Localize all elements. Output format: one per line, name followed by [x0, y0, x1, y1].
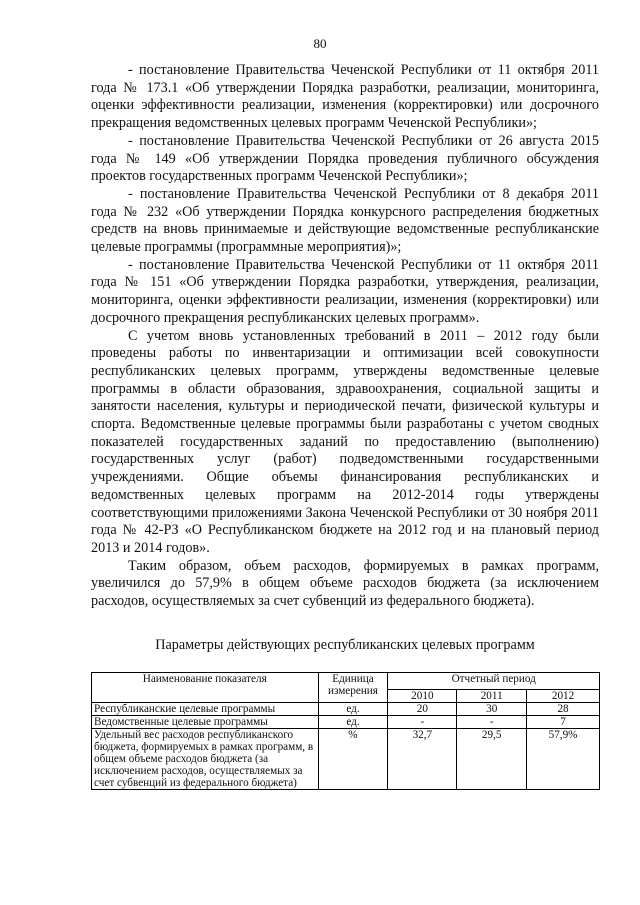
table-row — [92, 716, 600, 729]
header-unit: Единица измерения — [318, 673, 388, 703]
row-value: 29,5 — [457, 729, 527, 790]
row-value: 7 — [527, 716, 600, 729]
table-title: Параметры действующих республиканских целевых программ — [155, 637, 535, 653]
paragraph-decree-232: - постановление Правительства Чеченской Республики от 8 декабря 2011 года № 232 «Об утверждении Порядка конкурсного распределения бюджетных средств на вновь принимаемые и действующие ведомственные республиканские целевые программы (программные мероприятия)»; — [91, 185, 599, 256]
row-value: 32,7 — [388, 729, 457, 790]
paragraph-conclusion: Таким образом, объем расходов, формируемых в рамках программ, увеличился до 57,9% в общем объеме расходов бюджета (за исключением расходов, осуществляемых за счет субвенций из федерального бюджета). — [91, 557, 599, 610]
table-row — [92, 703, 600, 716]
row-value: - — [388, 716, 457, 729]
paragraph-decree-149: - постановление Правительства Чеченской Республики от 26 августа 2015 года № 149 «Об утверждении Порядка проведения публичного обсуждения проектов государственных программ Чеченской Республики»; — [91, 132, 599, 185]
row-unit: ед. — [318, 703, 388, 716]
row-value: 20 — [388, 703, 457, 716]
header-year: 2010 — [388, 690, 457, 703]
header-indicator-name: Наименование показателя — [92, 673, 319, 703]
row-value: 28 — [527, 703, 600, 716]
page-number: 80 — [313, 36, 327, 51]
paragraph-decree-173: - постановление Правительства Чеченской Республики от 11 октября 2011 года № 173.1 «Об утверждении Порядка разработки, реализации, мониторинга, оценки эффективности реализации, изменения (корректировки) или досрочного прекращения ведомственных целевых программ Чеченской Республики»; — [91, 62, 599, 132]
row-value: 30 — [457, 703, 527, 716]
row-value: - — [457, 716, 527, 729]
header-year: 2011 — [457, 690, 527, 703]
table-header-row — [92, 673, 600, 690]
row-value: 57,9% — [527, 729, 600, 790]
paragraph-decree-151: - постановление Правительства Чеченской Республики от 11 октября 2011 года № 151 «Об утверждении Порядка разработки, утверждения, реализации, мониторинга, оценки эффективности реализации, изменения (корректировки) или досрочного прекращения республиканских целевых программ». — [91, 256, 599, 326]
row-unit: % — [318, 729, 388, 790]
body-text — [91, 62, 599, 611]
table-row — [92, 729, 600, 790]
row-name: Удельный вес расходов республиканского бюджета, формируемых в рамках программ, в общем объеме расходов бюджета (за исключением расходов, осуществляемых за счет субвенций из федерального бюджета) — [92, 729, 319, 790]
paragraph-requirements: С учетом вновь установленных требований в 2011 – 2012 году были проведены работы по инвентаризации и оптимизации всей совокупности республиканских целевых программ, утверждены ведомственные целевые программы в области образования, здравоохранения, социальной защиты и занятости населения, культуры и периодической печати, физической культуры и спорта. Ведомственные целевые программы были разработаны с учетом сводных показателей государственных заданий по предоставлению (выполнению) государственных услуг (работ) подведомственными государственными учреждениями. Общие объемы финансирования республиканских и ведомственных целевых программ на 2012-2014 годы утверждены соответствующими приложениями Закона Чеченской Республики от 30 ноября 2011 года № 42-РЗ «О Республиканском бюджете на 2012 год и на плановый период 2013 и 2014 годов». — [91, 327, 599, 556]
row-name: Республиканские целевые программы — [92, 703, 319, 716]
header-year: 2012 — [527, 690, 600, 703]
parameters-table — [91, 672, 600, 790]
row-unit: ед. — [318, 716, 388, 729]
row-name: Ведомственные целевые программы — [92, 716, 319, 729]
header-reporting-period: Отчетный период — [388, 673, 600, 690]
